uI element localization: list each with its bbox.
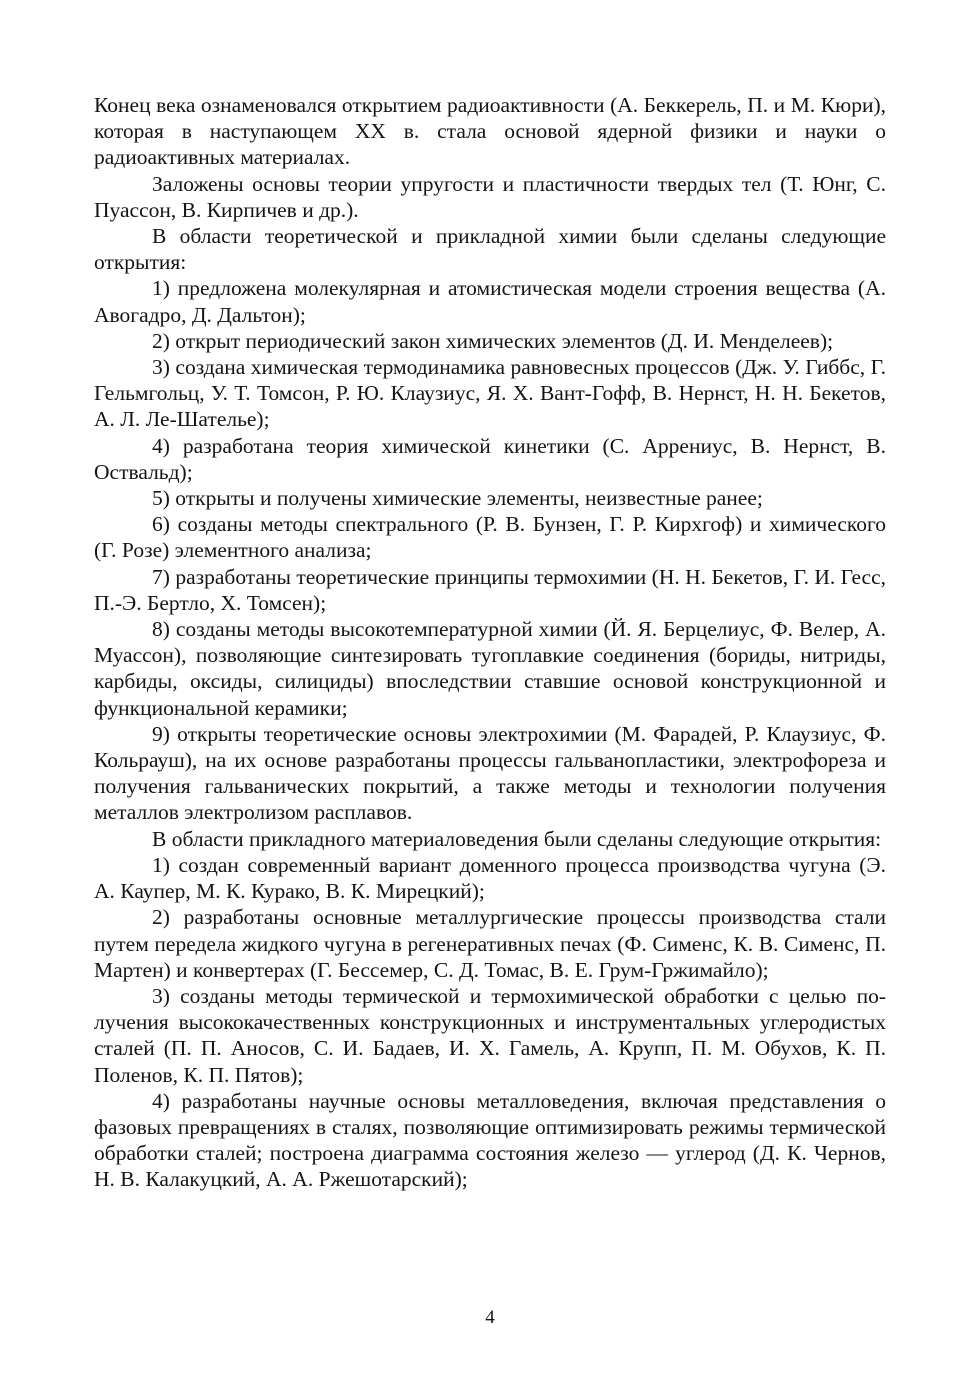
chemistry-item-9: 9) открыты теоретические основы электрохимии (М. Фарадей, Р. Клаузиус, Ф. Кольрауш), на их основе разработаны процессы гальванопластики, электрофореза и получения гальванических покрытий, а также методы и технологии получения металлов электролизом расплавов. — [94, 721, 886, 825]
chemistry-item-6: 6) созданы методы спектрального (Р. В. Бунзен, Г. Р. Кирхгоф) и химического (Г. Розе) элементного анализа; — [94, 512, 886, 563]
chemistry-item-5: 5) открыты и получены химические элементы, неизвестные ранее; — [152, 486, 763, 511]
chemistry-item-4: 4) разработана теория химической кинетики (С. Аррениус, В. Нернст, В. Оствальд); — [94, 433, 886, 484]
paragraph-radioactivity: Конец века ознаменовался открытием радиоактивности (А. Беккерель, П. и М. Кюри), которая в наступающем XX в. стала основой ядерной физики и науки о радиоактивных материалах. — [94, 93, 886, 170]
chemistry-item-1: 1) предложена молекулярная и атомистическая модели строения вещества (А. Авогадро, Д. Дальтон); — [94, 276, 886, 327]
chemistry-item-7: 7) разработаны теоретические принципы термохимии (Н. Н. Бекетов, Г. И. Гесс, П.-Э. Бертло, Х. Томсен); — [94, 564, 886, 615]
materials-item-3: 3) созданы методы термической и термохимической обработки с целью получения высококачественных конструкционных и инструментальных углеродистых сталей (П. П. Аносов, С. И. Бадаев, И. Х. Гамель, А. Крупп, П. М. Обухов, К. П. Поленов, К. П. Пятов); — [94, 983, 886, 1087]
materials-item-1: 1) создан современный вариант доменного процесса производства чугуна (Э. А. Каупер, М. К. Курако, В. К. Мирецкий); — [94, 852, 886, 904]
page-body — [94, 92, 886, 1193]
page-number: 4 — [485, 1307, 495, 1328]
paragraph-materials-intro: В области прикладного материаловедения были сделаны следующие открытия: — [152, 826, 882, 851]
materials-item-2: 2) разработаны основные металлургические процессы производства стали путем передела жидкого чугуна в регенеративных печах (Ф. Сименс, К. В. Сименс, П. Мартен) и конвертерах (Г. Бессемер, С. Д. Томас, В. Е. Грум-Гржимайло); — [94, 905, 886, 982]
chemistry-item-8: 8) созданы методы высокотемпературной химии (Й. Я. Берцелиус, Ф. Велер, А. Муассон), позволяющие синтезировать тугоплавкие соединения (бориды, нитриды, карбиды, оксиды, силициды) впоследствии ставшие основой конструкционной и функциональной керамики; — [94, 617, 886, 720]
paragraph-elasticity-theory: Заложены основы теории упругости и пластичности твердых тел (Т. Юнг, С. Пуассон, В. Кирпичев и др.). — [94, 171, 886, 222]
chemistry-item-2: 2) открыт периодический закон химических элементов (Д. И. Менделеев); — [152, 328, 834, 353]
materials-item-4: 4) разработаны научные основы металловедения, включая представления о фазовых превращениях в сталях, позволяющие оптимизировать режимы термической обработки сталей; построена диаграмма состояния железо — углерод (Д. К. Чернов, Н. В. Калакуцкий, А. А. Ржешотарский); — [94, 1088, 886, 1192]
chemistry-item-3: 3) создана химическая термодинамика равновесных процессов (Дж. У. Гиббс, Г. Гельмгольц, У. Т. Томсон, Р. Ю. Клаузиус, Я. Х. Вант-Гофф, В. Нернст, Н. Н. Бекетов, А. Л. Ле-Шателье); — [94, 355, 886, 432]
paragraph-chemistry-intro: В области теоретической и прикладной химии были сделаны следующие открытия: — [94, 224, 886, 275]
